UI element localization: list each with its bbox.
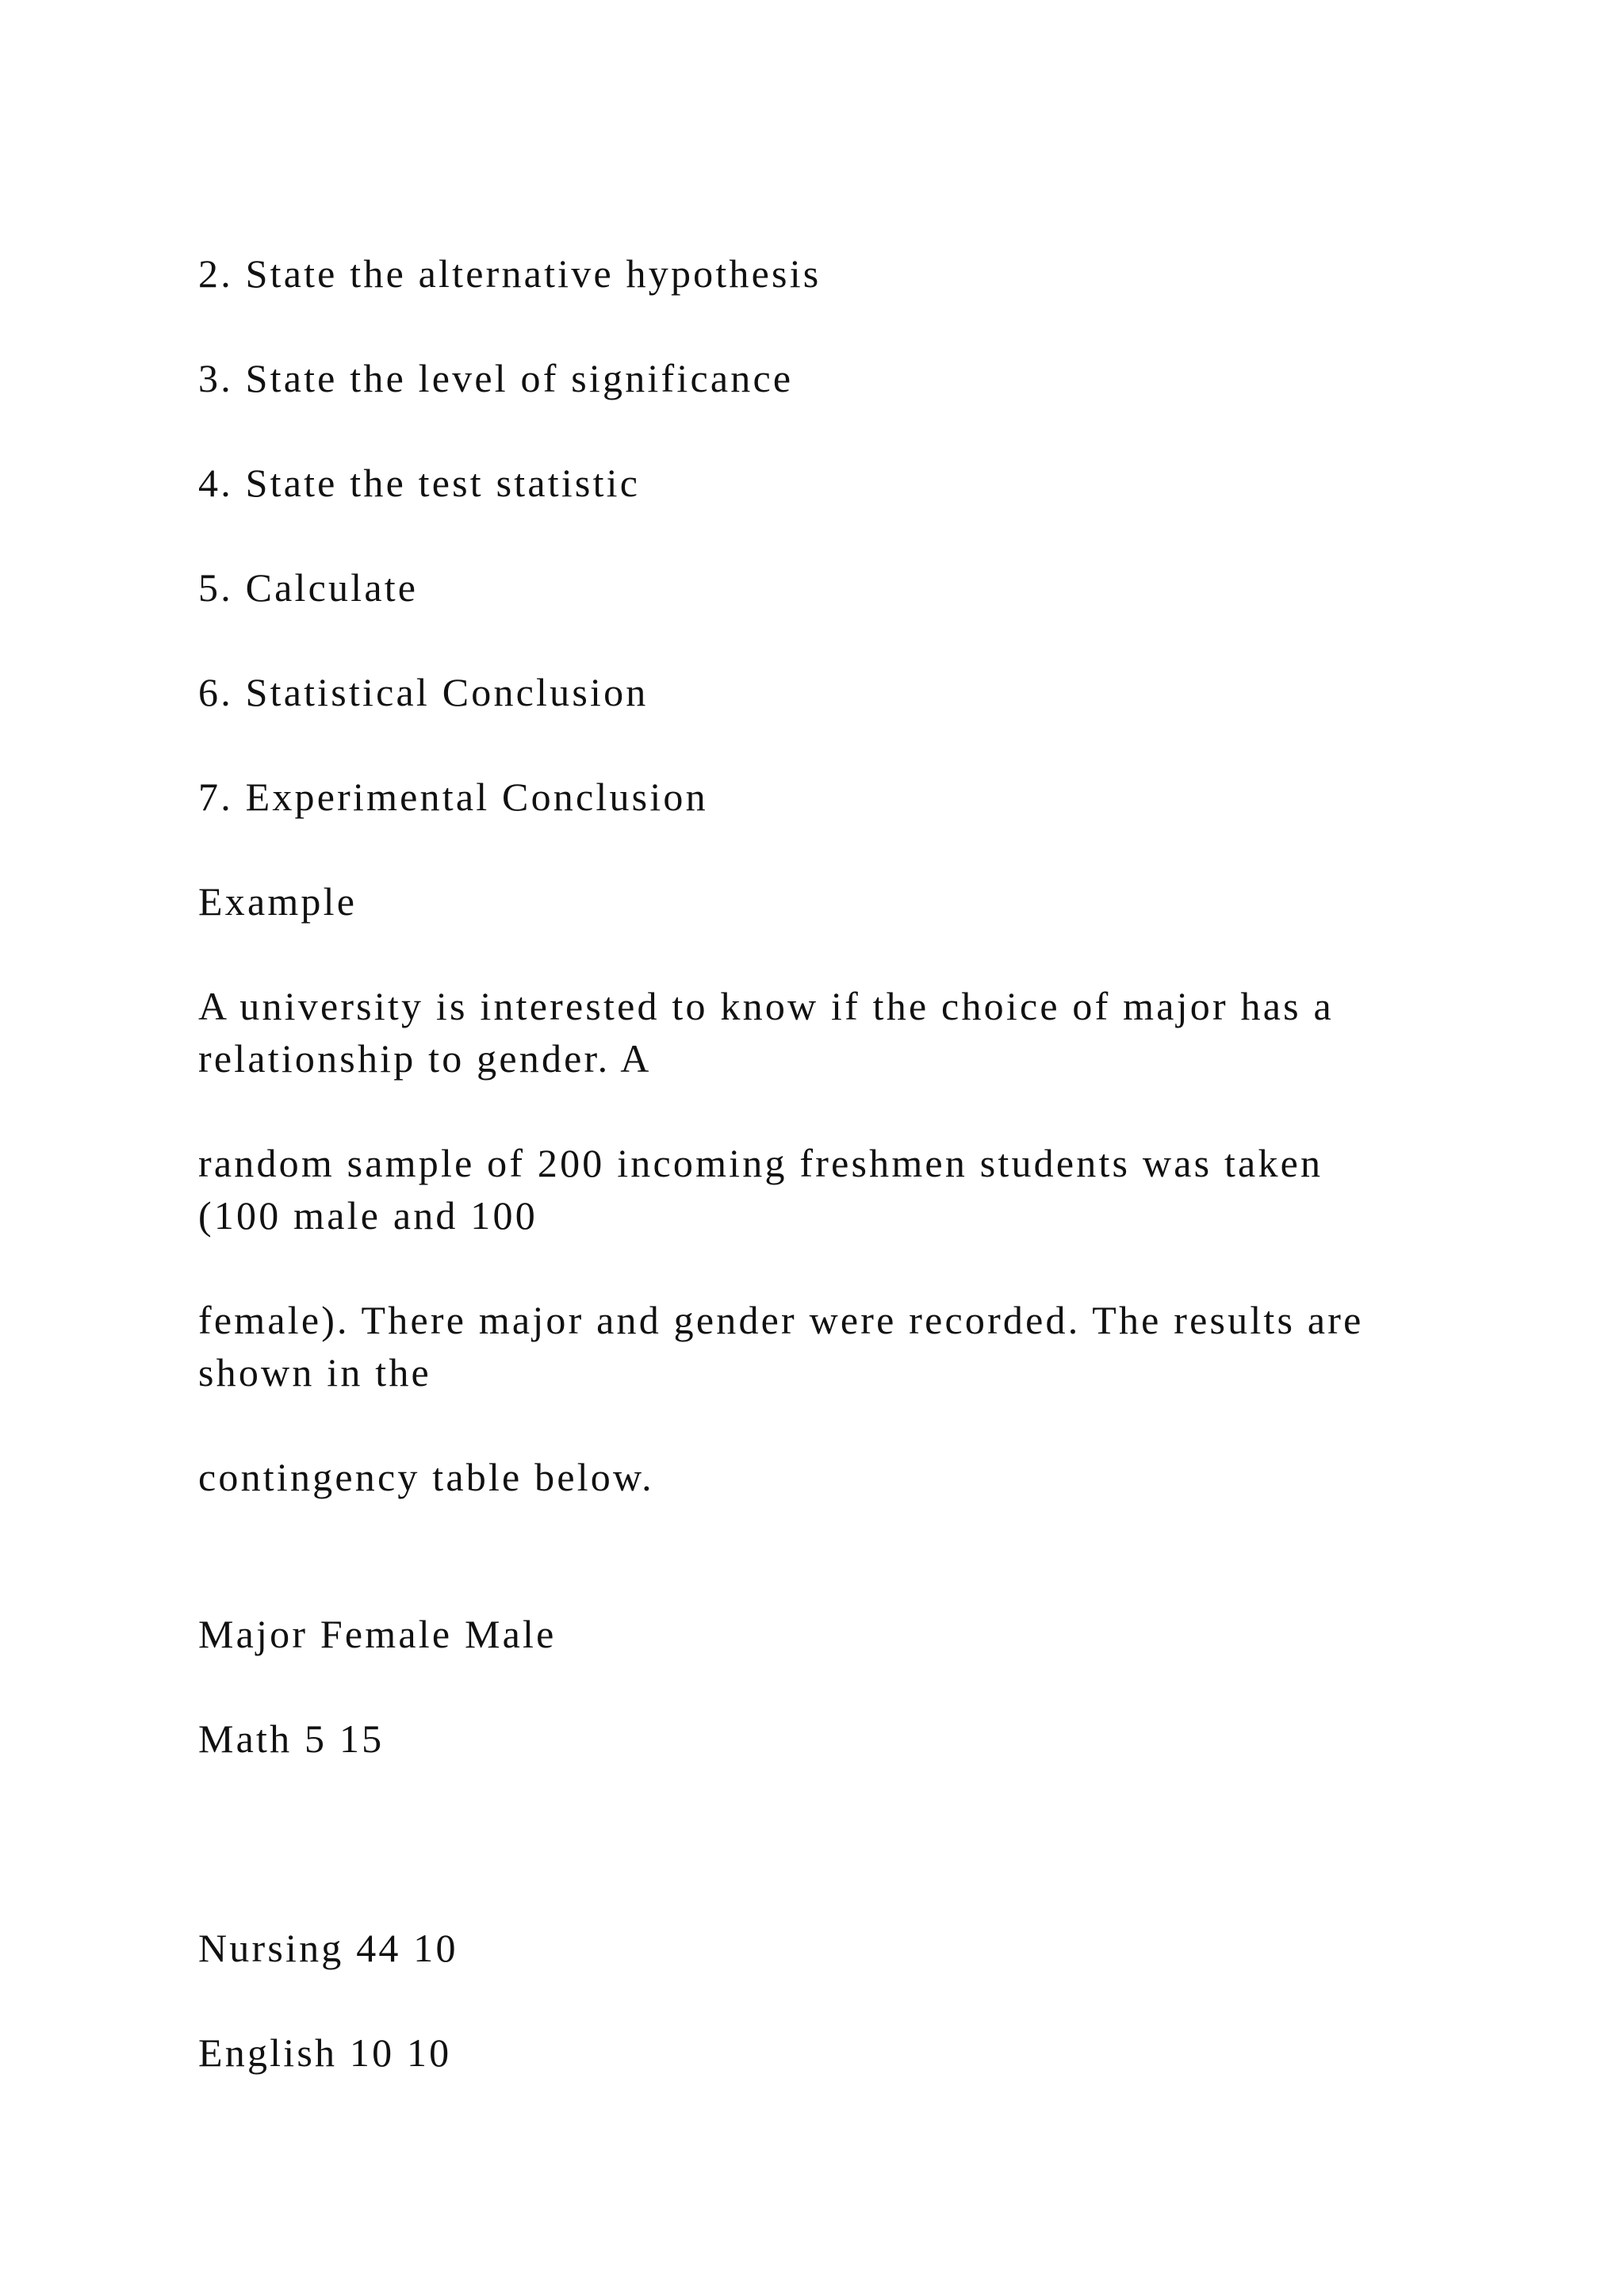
step-4-test-statistic: 4. State the test statistic (198, 461, 641, 505)
paragraph-2-line-2: (100 male and 100 (198, 1193, 538, 1238)
table-row-math: Math 5 15 (198, 1716, 385, 1761)
step-6-statistical-conclusion: 6. Statistical Conclusion (198, 670, 649, 714)
step-7-experimental-conclusion: 7. Experimental Conclusion (198, 775, 708, 819)
paragraph-3-line-2: shown in the (198, 1350, 431, 1395)
paragraph-1-line-2: relationship to gender. A (198, 1036, 652, 1081)
paragraph-3-line-1: female). There major and gender were recorded. The results are (198, 1298, 1364, 1342)
table-row-nursing: Nursing 44 10 (198, 1926, 458, 1970)
step-3-level-of-significance: 3. State the level of significance (198, 356, 794, 400)
paragraph-4-line-1: contingency table below. (198, 1455, 654, 1499)
table-row-english: English 10 10 (198, 2030, 452, 2075)
example-heading: Example (198, 879, 358, 924)
step-5-calculate: 5. Calculate (198, 565, 419, 610)
step-2-alternative-hypothesis: 2. State the alternative hypothesis (198, 251, 822, 296)
table-header: Major Female Male (198, 1612, 557, 1656)
paragraph-1-line-1: A university is interested to know if the choice of major has a (198, 984, 1334, 1028)
paragraph-2-line-1: random sample of 200 incoming freshmen students was taken (198, 1141, 1323, 1185)
